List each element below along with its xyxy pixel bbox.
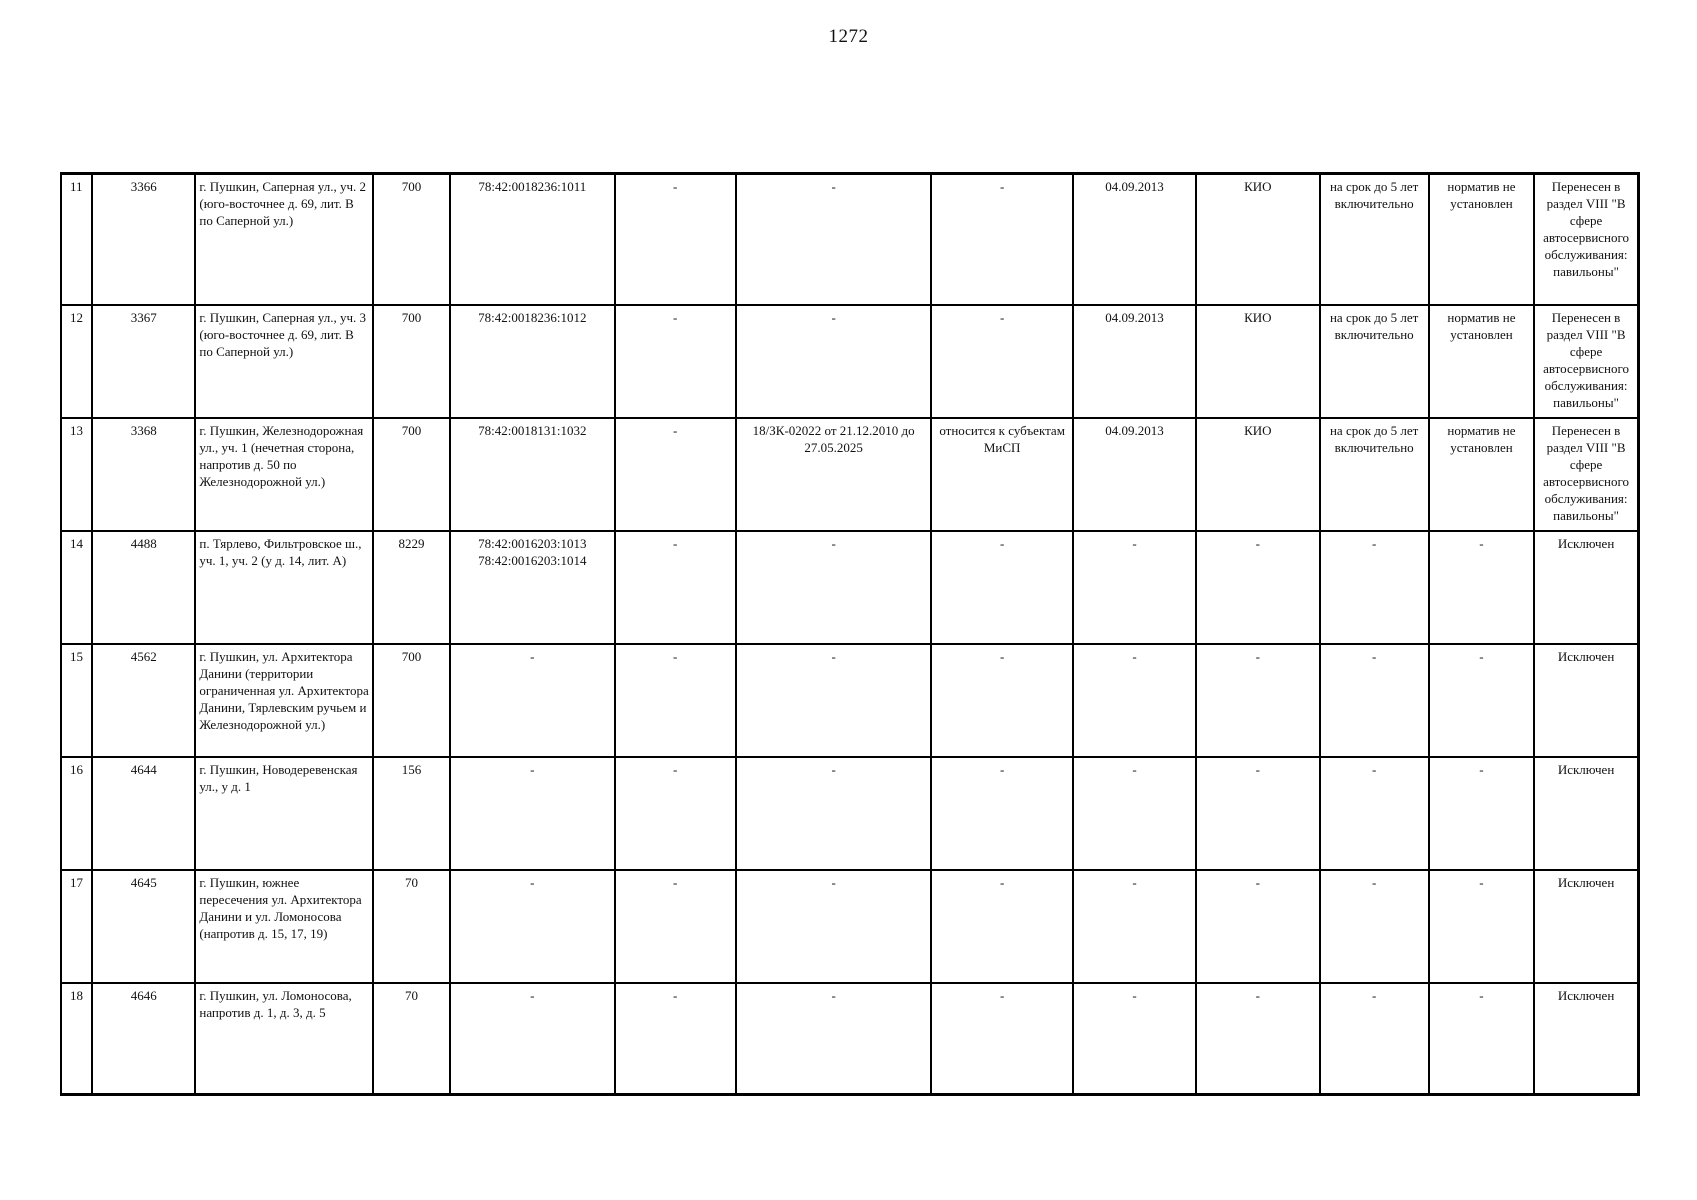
row-number: 16 bbox=[61, 757, 92, 870]
norm-cell: - bbox=[1429, 870, 1534, 983]
smb-cell: - bbox=[931, 174, 1072, 305]
date-cell: - bbox=[1073, 870, 1196, 983]
smb-cell: - bbox=[931, 870, 1072, 983]
table-row bbox=[61, 531, 1639, 644]
cadastral-number-cell: - bbox=[450, 644, 614, 757]
area-cell: 8229 bbox=[373, 531, 450, 644]
address-cell: г. Пушкин, Саперная ул., уч. 3 (юго-восточнее д. 69, лит. В по Саперной ул.) bbox=[195, 305, 373, 418]
note-cell: Исключен bbox=[1534, 644, 1638, 757]
smb-cell: - bbox=[931, 983, 1072, 1095]
smb-cell: - bbox=[931, 305, 1072, 418]
cadastral-number-cell: 78:42:0018236:1012 bbox=[450, 305, 614, 418]
organization-cell: КИО bbox=[1196, 174, 1319, 305]
norm-cell: - bbox=[1429, 757, 1534, 870]
date-cell: 04.09.2013 bbox=[1073, 174, 1196, 305]
smb-cell: - bbox=[931, 757, 1072, 870]
cadastral-number-cell: - bbox=[450, 870, 614, 983]
object-code: 3366 bbox=[92, 174, 195, 305]
norm-cell: норматив не установлен bbox=[1429, 418, 1534, 531]
object-code: 4646 bbox=[92, 983, 195, 1095]
note-cell: Исключен bbox=[1534, 757, 1638, 870]
area-cell: 700 bbox=[373, 305, 450, 418]
row-number: 11 bbox=[61, 174, 92, 305]
cadastral-number-cell: - bbox=[450, 757, 614, 870]
term-cell: - bbox=[1320, 870, 1429, 983]
note-cell: Перенесен в раздел VIII "В сфере автосервисного обслуживания: павильоны" bbox=[1534, 305, 1638, 418]
area-cell: 700 bbox=[373, 418, 450, 531]
table-row bbox=[61, 983, 1639, 1095]
date-cell: - bbox=[1073, 757, 1196, 870]
contract-cell: - bbox=[736, 870, 932, 983]
organization-cell: - bbox=[1196, 870, 1319, 983]
page-number: 1272 bbox=[828, 26, 869, 47]
organization-cell: КИО bbox=[1196, 418, 1319, 531]
note-cell: Исключен bbox=[1534, 870, 1638, 983]
column-6-cell: - bbox=[615, 870, 736, 983]
date-cell: 04.09.2013 bbox=[1073, 418, 1196, 531]
contract-cell: - bbox=[736, 174, 932, 305]
area-cell: 700 bbox=[373, 174, 450, 305]
note-cell: Исключен bbox=[1534, 983, 1638, 1095]
norm-cell: норматив не установлен bbox=[1429, 174, 1534, 305]
smb-cell: относится к субъектам МиСП bbox=[931, 418, 1072, 531]
norm-cell: - bbox=[1429, 531, 1534, 644]
term-cell: на срок до 5 лет включительно bbox=[1320, 418, 1429, 531]
column-6-cell: - bbox=[615, 644, 736, 757]
note-cell: Исключен bbox=[1534, 531, 1638, 644]
contract-cell: - bbox=[736, 757, 932, 870]
table-row bbox=[61, 757, 1639, 870]
object-code: 3367 bbox=[92, 305, 195, 418]
object-code: 4562 bbox=[92, 644, 195, 757]
column-6-cell: - bbox=[615, 418, 736, 531]
row-number: 13 bbox=[61, 418, 92, 531]
contract-cell: - bbox=[736, 644, 932, 757]
organization-cell: - bbox=[1196, 644, 1319, 757]
object-code: 4645 bbox=[92, 870, 195, 983]
date-cell: - bbox=[1073, 531, 1196, 644]
table-row bbox=[61, 418, 1639, 531]
term-cell: на срок до 5 лет включительно bbox=[1320, 305, 1429, 418]
object-code: 4488 bbox=[92, 531, 195, 644]
term-cell: - bbox=[1320, 983, 1429, 1095]
address-cell: г. Пушкин, южнее пересечения ул. Архитектора Данини и ул. Ломоносова (напротив д. 15, 17, 19) bbox=[195, 870, 373, 983]
table-row bbox=[61, 644, 1639, 757]
cadastral-number-cell: - bbox=[450, 983, 614, 1095]
address-cell: г. Пушкин, ул. Ломоносова, напротив д. 1, д. 3, д. 5 bbox=[195, 983, 373, 1095]
organization-cell: - bbox=[1196, 757, 1319, 870]
row-number: 15 bbox=[61, 644, 92, 757]
contract-cell: - bbox=[736, 983, 932, 1095]
area-cell: 70 bbox=[373, 870, 450, 983]
norm-cell: - bbox=[1429, 983, 1534, 1095]
organization-cell: КИО bbox=[1196, 305, 1319, 418]
table-row bbox=[61, 305, 1639, 418]
table-row bbox=[61, 174, 1639, 305]
area-cell: 156 bbox=[373, 757, 450, 870]
address-cell: г. Пушкин, ул. Архитектора Данини (территории ограниченная ул. Архитектора Данини, Тярлевским ручьем и Железнодорожной ул.) bbox=[195, 644, 373, 757]
address-cell: г. Пушкин, Железнодорожная ул., уч. 1 (нечетная сторона, напротив д. 50 по Железнодорожной ул.) bbox=[195, 418, 373, 531]
term-cell: - bbox=[1320, 644, 1429, 757]
registry-table bbox=[60, 172, 1640, 1096]
cadastral-number-cell: 78:42:0018131:1032 bbox=[450, 418, 614, 531]
smb-cell: - bbox=[931, 531, 1072, 644]
column-6-cell: - bbox=[615, 757, 736, 870]
area-cell: 700 bbox=[373, 644, 450, 757]
table-row bbox=[61, 870, 1639, 983]
row-number: 14 bbox=[61, 531, 92, 644]
contract-cell: 18/ЗК-02022 от 21.12.2010 до 27.05.2025 bbox=[736, 418, 932, 531]
object-code: 4644 bbox=[92, 757, 195, 870]
organization-cell: - bbox=[1196, 531, 1319, 644]
term-cell: - bbox=[1320, 531, 1429, 644]
note-cell: Перенесен в раздел VIII "В сфере автосервисного обслуживания: павильоны" bbox=[1534, 418, 1638, 531]
row-number: 18 bbox=[61, 983, 92, 1095]
term-cell: на срок до 5 лет включительно bbox=[1320, 174, 1429, 305]
note-cell: Перенесен в раздел VIII "В сфере автосервисного обслуживания: павильоны" bbox=[1534, 174, 1638, 305]
contract-cell: - bbox=[736, 531, 932, 644]
term-cell: - bbox=[1320, 757, 1429, 870]
column-6-cell: - bbox=[615, 305, 736, 418]
smb-cell: - bbox=[931, 644, 1072, 757]
address-cell: п. Тярлево, Фильтровское ш., уч. 1, уч. 2 (у д. 14, лит. А) bbox=[195, 531, 373, 644]
row-number: 17 bbox=[61, 870, 92, 983]
column-6-cell: - bbox=[615, 174, 736, 305]
organization-cell: - bbox=[1196, 983, 1319, 1095]
column-6-cell: - bbox=[615, 983, 736, 1095]
norm-cell: норматив не установлен bbox=[1429, 305, 1534, 418]
cadastral-number-cell: 78:42:0018236:1011 bbox=[450, 174, 614, 305]
contract-cell: - bbox=[736, 305, 932, 418]
date-cell: - bbox=[1073, 644, 1196, 757]
object-code: 3368 bbox=[92, 418, 195, 531]
column-6-cell: - bbox=[615, 531, 736, 644]
norm-cell: - bbox=[1429, 644, 1534, 757]
date-cell: 04.09.2013 bbox=[1073, 305, 1196, 418]
address-cell: г. Пушкин, Саперная ул., уч. 2 (юго-восточнее д. 69, лит. В по Саперной ул.) bbox=[195, 174, 373, 305]
row-number: 12 bbox=[61, 305, 92, 418]
address-cell: г. Пушкин, Новодеревенская ул., у д. 1 bbox=[195, 757, 373, 870]
date-cell: - bbox=[1073, 983, 1196, 1095]
cadastral-number-cell: 78:42:0016203:1013 78:42:0016203:1014 bbox=[450, 531, 614, 644]
area-cell: 70 bbox=[373, 983, 450, 1095]
